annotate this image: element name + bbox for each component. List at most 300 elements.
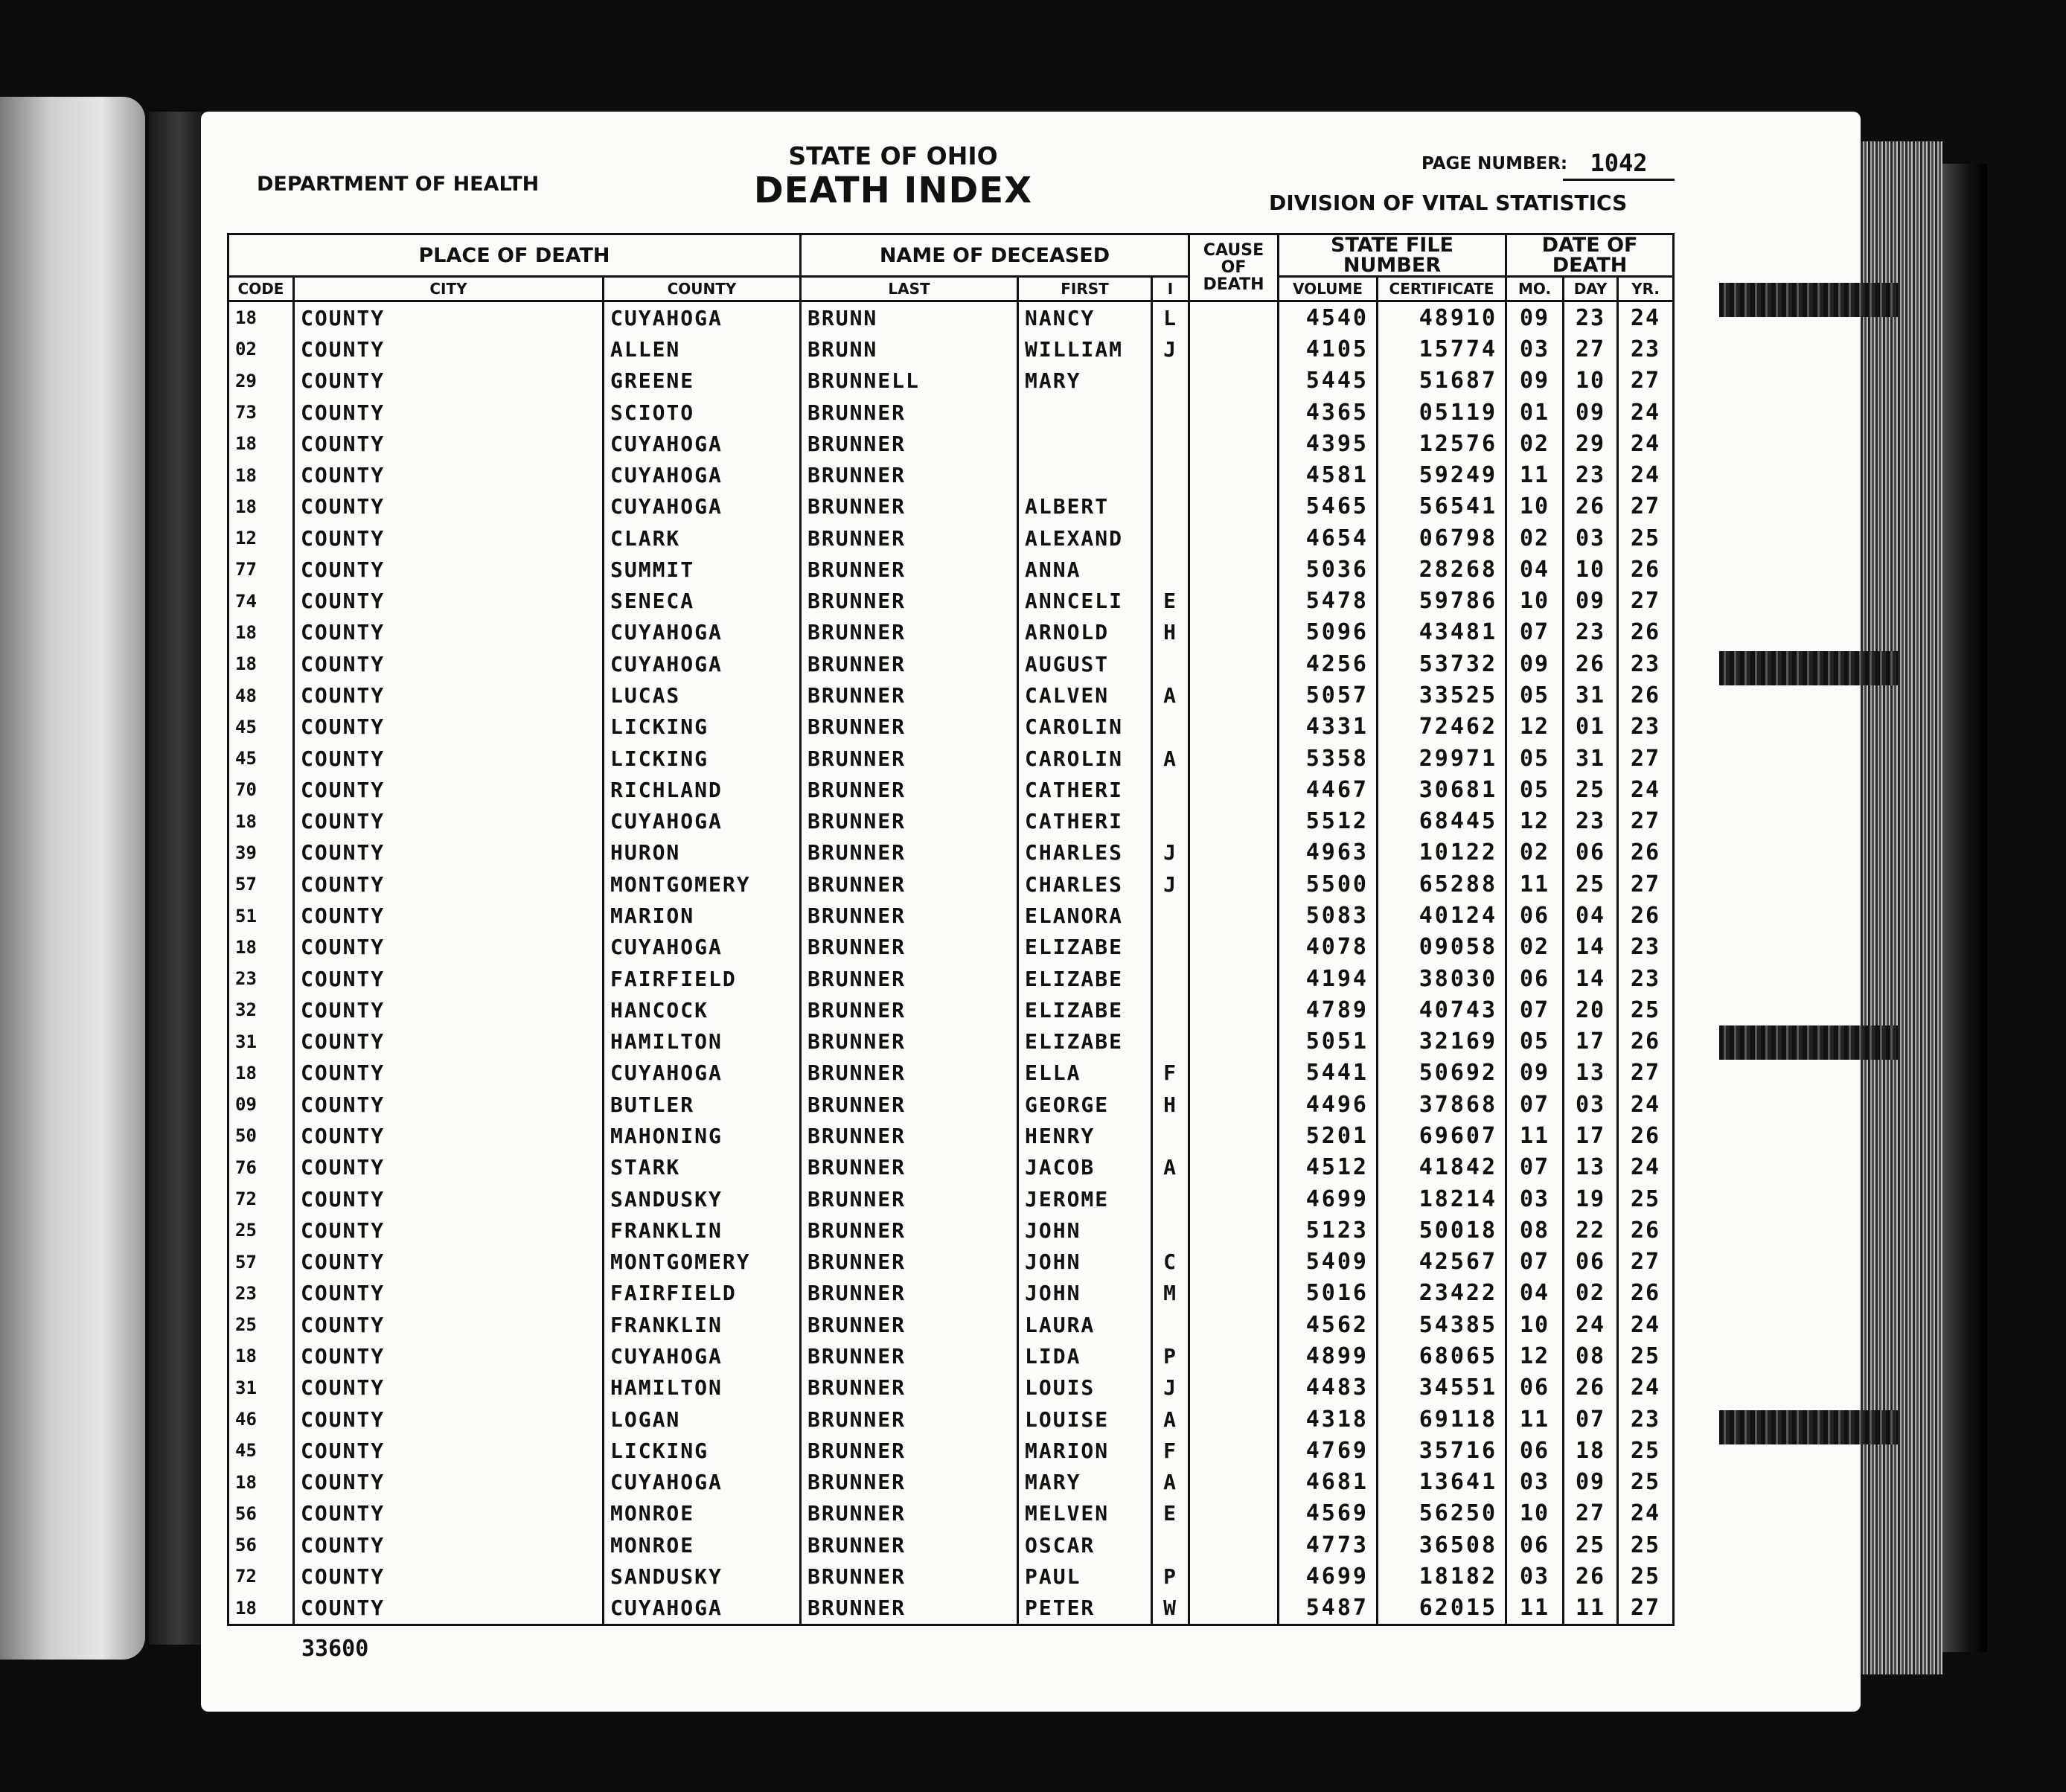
cell-last: BRUNNER: [801, 1593, 1018, 1625]
cell-cause: [1189, 1593, 1279, 1625]
cell-month: 05: [1506, 743, 1564, 774]
cell-month: 04: [1506, 1278, 1564, 1309]
cell-day: 02: [1564, 1278, 1618, 1309]
table-row: [228, 1372, 1674, 1404]
cell-month: 03: [1506, 333, 1564, 365]
cell-day: 26: [1564, 1561, 1618, 1592]
cell-first: LOUISE: [1018, 1404, 1152, 1435]
cell-city: COUNTY: [294, 1025, 604, 1057]
cell-city: COUNTY: [294, 365, 604, 397]
cell-code: 57: [228, 1246, 294, 1277]
cell-volume: 4496: [1279, 1089, 1378, 1120]
division-label: DIVISION OF VITAL STATISTICS: [1269, 191, 1628, 215]
cell-volume: 4681: [1279, 1466, 1378, 1497]
cell-year: 23: [1618, 648, 1674, 679]
cell-last: BRUNNER: [801, 1089, 1018, 1120]
cell-last: BRUNNER: [801, 932, 1018, 963]
cell-city: COUNTY: [294, 1498, 604, 1529]
cell-certificate: 53732: [1378, 648, 1506, 679]
cell-cause: [1189, 1435, 1279, 1466]
table-row: [228, 459, 1674, 490]
cell-county: LOGAN: [604, 1404, 801, 1435]
cell-initial: [1152, 491, 1189, 522]
cell-initial: [1152, 459, 1189, 490]
cell-month: 11: [1506, 459, 1564, 490]
cell-initial: [1152, 428, 1189, 459]
cell-county: LICKING: [604, 743, 801, 774]
cell-code: 50: [228, 1120, 294, 1151]
cell-certificate: 13641: [1378, 1466, 1506, 1497]
cell-initial: [1152, 554, 1189, 585]
cell-cause: [1189, 554, 1279, 585]
cell-city: COUNTY: [294, 806, 604, 837]
cell-city: COUNTY: [294, 1183, 604, 1215]
cell-county: BUTLER: [604, 1089, 801, 1120]
cell-month: 11: [1506, 1120, 1564, 1151]
cell-year: 23: [1618, 963, 1674, 994]
cell-day: 27: [1564, 1498, 1618, 1529]
cell-first: CATHERI: [1018, 806, 1152, 837]
cell-initial: [1152, 711, 1189, 743]
cell-last: BRUNNER: [801, 1025, 1018, 1057]
cell-last: BRUNNER: [801, 900, 1018, 931]
table-row: [228, 1278, 1674, 1309]
cell-city: COUNTY: [294, 1529, 604, 1561]
cell-first: LIDA: [1018, 1340, 1152, 1372]
cell-cause: [1189, 1057, 1279, 1089]
table-row: [228, 774, 1674, 805]
col-year: YR.: [1618, 277, 1674, 301]
table-row: [228, 1529, 1674, 1561]
cell-certificate: 50692: [1378, 1057, 1506, 1089]
cell-code: 45: [228, 743, 294, 774]
cell-volume: 4769: [1279, 1435, 1378, 1466]
cell-month: 09: [1506, 301, 1564, 334]
cell-cause: [1189, 617, 1279, 648]
col-code: CODE: [228, 277, 294, 301]
cell-volume: 5096: [1279, 617, 1378, 648]
table-row: [228, 1561, 1674, 1592]
table-row: [228, 1089, 1674, 1120]
cell-initial: [1152, 774, 1189, 805]
cell-initial: A: [1152, 1466, 1189, 1497]
cell-city: COUNTY: [294, 837, 604, 868]
page-number: 1042: [1563, 149, 1675, 181]
header-place-of-death: PLACE OF DEATH: [228, 234, 801, 277]
cell-year: 27: [1618, 1057, 1674, 1089]
cell-day: 20: [1564, 994, 1618, 1025]
page-gutter: [149, 112, 208, 1645]
cell-code: 29: [228, 365, 294, 397]
cell-city: COUNTY: [294, 491, 604, 522]
cell-year: 24: [1618, 1309, 1674, 1340]
cell-cause: [1189, 1278, 1279, 1309]
cell-code: 45: [228, 711, 294, 743]
cell-city: COUNTY: [294, 1561, 604, 1592]
cell-first: CALVEN: [1018, 679, 1152, 711]
cell-initial: A: [1152, 743, 1189, 774]
cell-last: BRUNNER: [801, 1466, 1018, 1497]
cell-county: SENECA: [604, 586, 801, 617]
cell-year: 26: [1618, 1215, 1674, 1246]
cell-cause: [1189, 868, 1279, 900]
cell-last: BRUNNER: [801, 1498, 1018, 1529]
cell-day: 06: [1564, 837, 1618, 868]
cell-initial: J: [1152, 837, 1189, 868]
cell-code: 23: [228, 1278, 294, 1309]
cell-cause: [1189, 1309, 1279, 1340]
cell-code: 48: [228, 679, 294, 711]
cell-initial: F: [1152, 1057, 1189, 1089]
cell-day: 26: [1564, 648, 1618, 679]
cell-county: CUYAHOGA: [604, 428, 801, 459]
cell-code: 72: [228, 1183, 294, 1215]
table-row: [228, 1466, 1674, 1497]
cell-county: SANDUSKY: [604, 1183, 801, 1215]
cell-month: 06: [1506, 1529, 1564, 1561]
cell-code: 18: [228, 1340, 294, 1372]
cell-year: 26: [1618, 679, 1674, 711]
cell-first: [1018, 459, 1152, 490]
cell-day: 23: [1564, 806, 1618, 837]
cell-cause: [1189, 301, 1279, 334]
cell-first: ANNA: [1018, 554, 1152, 585]
col-day: DAY: [1564, 277, 1618, 301]
cell-year: 26: [1618, 900, 1674, 931]
header-date-of-death: DATE OF DEATH: [1506, 234, 1674, 277]
cell-day: 24: [1564, 1309, 1618, 1340]
cell-city: COUNTY: [294, 1057, 604, 1089]
cell-day: 26: [1564, 1372, 1618, 1404]
cell-code: 72: [228, 1561, 294, 1592]
cell-month: 07: [1506, 617, 1564, 648]
cell-volume: 5016: [1279, 1278, 1378, 1309]
cell-code: 25: [228, 1309, 294, 1340]
state-label: STATE OF OHIO: [788, 141, 998, 170]
cell-first: ELIZABE: [1018, 1025, 1152, 1057]
cell-month: 05: [1506, 1025, 1564, 1057]
cell-cause: [1189, 648, 1279, 679]
cell-code: 18: [228, 1466, 294, 1497]
cell-year: 27: [1618, 365, 1674, 397]
table-row: [228, 900, 1674, 931]
table-row: [228, 963, 1674, 994]
cell-county: GREENE: [604, 365, 801, 397]
cell-initial: L: [1152, 301, 1189, 334]
cell-county: FAIRFIELD: [604, 1278, 801, 1309]
cell-year: 23: [1618, 932, 1674, 963]
cell-first: ALBERT: [1018, 491, 1152, 522]
table-row: [228, 1593, 1674, 1625]
cell-day: 31: [1564, 743, 1618, 774]
cell-volume: 4569: [1279, 1498, 1378, 1529]
cell-volume: 4789: [1279, 994, 1378, 1025]
cell-county: FAIRFIELD: [604, 963, 801, 994]
cell-certificate: 10122: [1378, 837, 1506, 868]
cell-month: 05: [1506, 679, 1564, 711]
cell-last: BRUNNER: [801, 1152, 1018, 1183]
cell-cause: [1189, 774, 1279, 805]
cell-cause: [1189, 806, 1279, 837]
cell-certificate: 38030: [1378, 963, 1506, 994]
cell-cause: [1189, 586, 1279, 617]
cell-first: JEROME: [1018, 1183, 1152, 1215]
cell-city: COUNTY: [294, 1152, 604, 1183]
cell-initial: H: [1152, 617, 1189, 648]
cell-certificate: 34551: [1378, 1372, 1506, 1404]
cell-day: 25: [1564, 774, 1618, 805]
cell-county: FRANKLIN: [604, 1215, 801, 1246]
cell-city: COUNTY: [294, 522, 604, 554]
cell-certificate: 62015: [1378, 1593, 1506, 1625]
col-county: COUNTY: [604, 277, 801, 301]
cell-first: GEORGE: [1018, 1089, 1152, 1120]
cell-code: 45: [228, 1435, 294, 1466]
cell-first: ELIZABE: [1018, 994, 1152, 1025]
cell-initial: E: [1152, 1498, 1189, 1529]
cell-day: 31: [1564, 679, 1618, 711]
cell-year: 27: [1618, 806, 1674, 837]
cell-last: BRUNNER: [801, 1120, 1018, 1151]
cell-volume: 4699: [1279, 1183, 1378, 1215]
cell-initial: [1152, 648, 1189, 679]
cell-initial: [1152, 1529, 1189, 1561]
cell-county: CUYAHOGA: [604, 1340, 801, 1372]
table-row: [228, 1025, 1674, 1057]
cell-year: 26: [1618, 617, 1674, 648]
cell-first: ELIZABE: [1018, 932, 1152, 963]
table-row: [228, 586, 1674, 617]
cell-code: 31: [228, 1025, 294, 1057]
cell-initial: E: [1152, 586, 1189, 617]
cell-county: MARION: [604, 900, 801, 931]
table-row: [228, 648, 1674, 679]
cell-month: 02: [1506, 837, 1564, 868]
cell-initial: [1152, 1120, 1189, 1151]
cell-day: 23: [1564, 617, 1618, 648]
cell-city: COUNTY: [294, 301, 604, 334]
table-row: [228, 1120, 1674, 1151]
form-number: 33600: [301, 1636, 369, 1662]
cell-month: 02: [1506, 522, 1564, 554]
cell-year: 25: [1618, 1340, 1674, 1372]
cell-day: 17: [1564, 1120, 1618, 1151]
cell-cause: [1189, 1372, 1279, 1404]
cell-year: 25: [1618, 1466, 1674, 1497]
cell-month: 09: [1506, 365, 1564, 397]
cell-day: 25: [1564, 1529, 1618, 1561]
cell-initial: [1152, 365, 1189, 397]
cell-day: 10: [1564, 554, 1618, 585]
cell-certificate: 29971: [1378, 743, 1506, 774]
cell-last: BRUNNER: [801, 522, 1018, 554]
cell-month: 03: [1506, 1183, 1564, 1215]
cell-county: CUYAHOGA: [604, 617, 801, 648]
cell-last: BRUNNER: [801, 868, 1018, 900]
table-row: [228, 522, 1674, 554]
cell-county: LICKING: [604, 711, 801, 743]
cell-certificate: 42567: [1378, 1246, 1506, 1277]
cell-month: 10: [1506, 586, 1564, 617]
cell-certificate: 41842: [1378, 1152, 1506, 1183]
cell-city: COUNTY: [294, 679, 604, 711]
cell-initial: F: [1152, 1435, 1189, 1466]
cell-last: BRUNNER: [801, 428, 1018, 459]
cell-first: CAROLIN: [1018, 711, 1152, 743]
cell-city: COUNTY: [294, 743, 604, 774]
cell-day: 26: [1564, 491, 1618, 522]
cell-certificate: 56541: [1378, 491, 1506, 522]
cell-last: BRUNNER: [801, 679, 1018, 711]
cell-city: COUNTY: [294, 1246, 604, 1277]
cell-code: 74: [228, 586, 294, 617]
table-row: [228, 1152, 1674, 1183]
cell-certificate: 68445: [1378, 806, 1506, 837]
table-row: [228, 679, 1674, 711]
cell-month: 08: [1506, 1215, 1564, 1246]
cell-county: CUYAHOGA: [604, 1593, 801, 1625]
table-row: [228, 1309, 1674, 1340]
cell-year: 25: [1618, 1435, 1674, 1466]
cell-cause: [1189, 900, 1279, 931]
cell-initial: H: [1152, 1089, 1189, 1120]
cell-year: 23: [1618, 333, 1674, 365]
cell-code: 32: [228, 994, 294, 1025]
cell-volume: 5441: [1279, 1057, 1378, 1089]
cell-cause: [1189, 459, 1279, 490]
cell-initial: M: [1152, 1278, 1189, 1309]
cell-volume: 4105: [1279, 333, 1378, 365]
cell-volume: 4483: [1279, 1372, 1378, 1404]
cell-certificate: 06798: [1378, 522, 1506, 554]
cell-first: [1018, 428, 1152, 459]
cell-month: 02: [1506, 428, 1564, 459]
cell-city: COUNTY: [294, 459, 604, 490]
cell-code: 18: [228, 459, 294, 490]
cell-volume: 5478: [1279, 586, 1378, 617]
cell-last: BRUNNER: [801, 1435, 1018, 1466]
cell-cause: [1189, 1498, 1279, 1529]
cell-year: 27: [1618, 491, 1674, 522]
cell-initial: A: [1152, 679, 1189, 711]
cell-first: ELANORA: [1018, 900, 1152, 931]
cell-county: LUCAS: [604, 679, 801, 711]
cell-city: COUNTY: [294, 900, 604, 931]
cell-volume: 4395: [1279, 428, 1378, 459]
tab-mark: [1719, 1025, 1898, 1060]
cell-code: 02: [228, 333, 294, 365]
cell-last: BRUNN: [801, 301, 1018, 334]
cell-city: COUNTY: [294, 428, 604, 459]
cell-month: 10: [1506, 1309, 1564, 1340]
cell-last: BRUNNER: [801, 1309, 1018, 1340]
cell-cause: [1189, 1404, 1279, 1435]
cell-county: MONTGOMERY: [604, 868, 801, 900]
cell-day: 17: [1564, 1025, 1618, 1057]
cell-month: 07: [1506, 1246, 1564, 1277]
cell-day: 14: [1564, 932, 1618, 963]
cell-county: CUYAHOGA: [604, 491, 801, 522]
cell-first: HENRY: [1018, 1120, 1152, 1151]
cell-cause: [1189, 837, 1279, 868]
cell-cause: [1189, 522, 1279, 554]
cell-first: MARY: [1018, 365, 1152, 397]
cell-code: 18: [228, 617, 294, 648]
cell-county: CUYAHOGA: [604, 932, 801, 963]
col-month: MO.: [1506, 277, 1564, 301]
cell-certificate: 59249: [1378, 459, 1506, 490]
cell-day: 27: [1564, 333, 1618, 365]
book-binding: [1942, 164, 1987, 1652]
cell-county: CLARK: [604, 522, 801, 554]
cell-code: 73: [228, 397, 294, 428]
cell-first: CAROLIN: [1018, 743, 1152, 774]
cell-year: 26: [1618, 1120, 1674, 1151]
cell-county: CUYAHOGA: [604, 1466, 801, 1497]
cell-month: 10: [1506, 1498, 1564, 1529]
cell-volume: 4899: [1279, 1340, 1378, 1372]
cell-county: LICKING: [604, 1435, 801, 1466]
cell-month: 06: [1506, 963, 1564, 994]
cell-last: BRUNNER: [801, 397, 1018, 428]
cell-day: 29: [1564, 428, 1618, 459]
table-row: [228, 365, 1674, 397]
table-row: [228, 1404, 1674, 1435]
cell-month: 06: [1506, 900, 1564, 931]
cell-first: AUGUST: [1018, 648, 1152, 679]
cell-month: 11: [1506, 868, 1564, 900]
cell-month: 11: [1506, 1593, 1564, 1625]
cell-code: 18: [228, 1593, 294, 1625]
cell-certificate: 51687: [1378, 365, 1506, 397]
cell-volume: 4512: [1279, 1152, 1378, 1183]
cell-month: 11: [1506, 1404, 1564, 1435]
cell-initial: [1152, 994, 1189, 1025]
cell-city: COUNTY: [294, 868, 604, 900]
cell-volume: 5201: [1279, 1120, 1378, 1151]
cell-county: HAMILTON: [604, 1372, 801, 1404]
cell-certificate: 35716: [1378, 1435, 1506, 1466]
cell-year: 27: [1618, 1246, 1674, 1277]
table-row: [228, 743, 1674, 774]
cell-cause: [1189, 963, 1279, 994]
cell-last: BRUNNER: [801, 711, 1018, 743]
cell-last: BRUNNER: [801, 1372, 1018, 1404]
cell-day: 09: [1564, 397, 1618, 428]
cell-year: 26: [1618, 1278, 1674, 1309]
cell-certificate: 15774: [1378, 333, 1506, 365]
cell-last: BRUNNER: [801, 1340, 1018, 1372]
cell-certificate: 28268: [1378, 554, 1506, 585]
cell-cause: [1189, 491, 1279, 522]
cell-volume: 4365: [1279, 397, 1378, 428]
cell-day: 14: [1564, 963, 1618, 994]
cell-month: 04: [1506, 554, 1564, 585]
cell-last: BRUNN: [801, 333, 1018, 365]
cell-code: 77: [228, 554, 294, 585]
cell-last: BRUNNER: [801, 1529, 1018, 1561]
cell-initial: J: [1152, 1372, 1189, 1404]
cell-year: 27: [1618, 1593, 1674, 1625]
cell-initial: A: [1152, 1404, 1189, 1435]
header-cause-of-death: [1189, 234, 1279, 301]
cell-month: 05: [1506, 774, 1564, 805]
cell-year: 24: [1618, 428, 1674, 459]
cell-year: 27: [1618, 868, 1674, 900]
cell-county: CUYAHOGA: [604, 459, 801, 490]
cell-county: FRANKLIN: [604, 1309, 801, 1340]
cell-first: NANCY: [1018, 301, 1152, 334]
